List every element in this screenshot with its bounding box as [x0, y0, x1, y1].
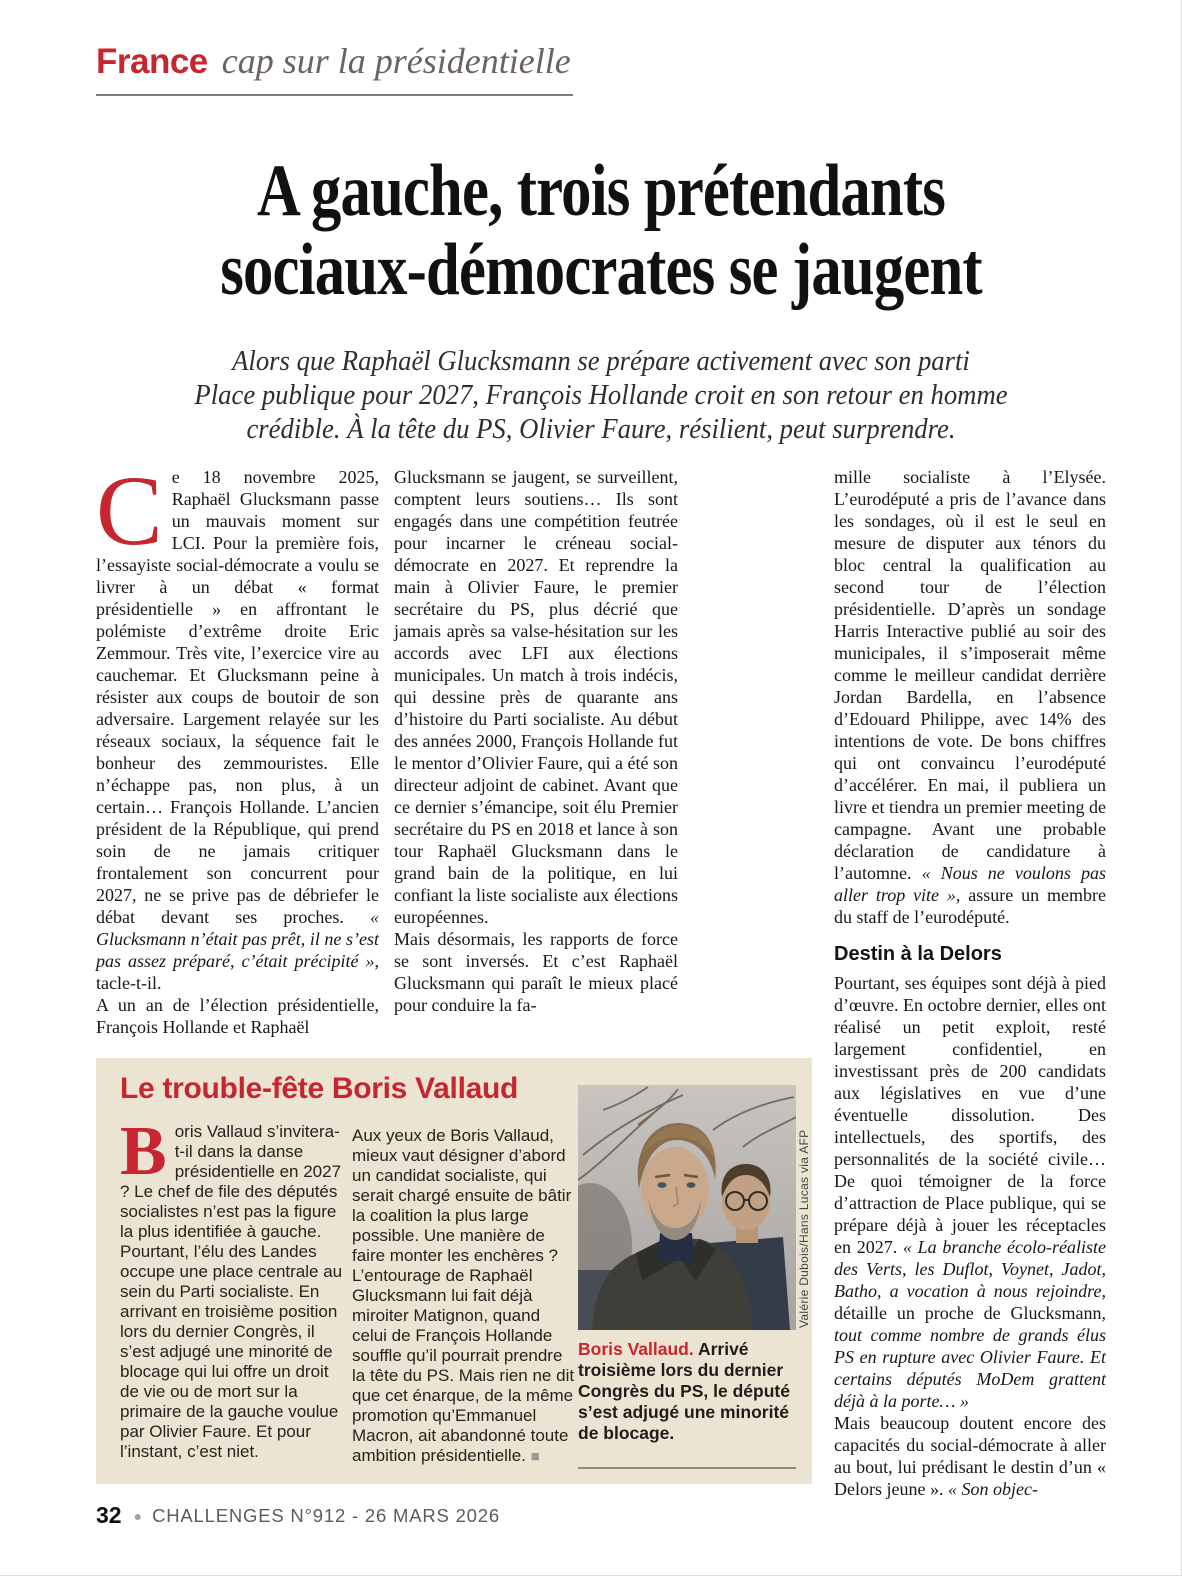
paragraph	[834, 972, 1106, 1412]
quote-text: « Nous ne voulons pas aller trop vite »	[834, 863, 1107, 905]
paragraph	[394, 466, 678, 928]
paragraph-text: oris Vallaud s’invitera-t-il dans la danse présidentielle en 2027 ? Le chef de file des députés socialistes n’est pas la figure la plus identifiée à gauche. Pourtant, l’élu des Landes occupe une place centrale au sein du Parti socialiste. En arrivant en troisième position lors du dernier Congrès, il s’est adjugé une minorité de blocage qui lui offre un droit de vie ou de mort sur la primaire de la gauche voulue par Olivier Faure. Et pour l’instant, c’est niet.	[120, 1122, 343, 1461]
paragraph-text: Aux yeux de Boris Vallaud, mieux vaut désigner d’abord un candidat socialiste, qui serait chargé ensuite de bâtir la coalition la plus large possible. Une manière de faire monter les enchères ? L’entourage de Raphaël Glucksmann lui fait déjà miroiter Matignon, quand celui de François Hollande souffle qu’il pourrait prendre la tête du PS. Mais rien ne dit que cet énarque, de la même promotion qu’Emmanuel Macron, ait abandonné toute ambition présidentielle.	[352, 1126, 575, 1465]
article-standfirst	[109, 344, 1093, 446]
sidebar-box-title: Le trouble-fête Boris Vallaud	[120, 1072, 519, 1105]
standfirst-line-3: crédible. À la tête du PS, Olivier Faure, résilient, peut surprendre.	[246, 413, 956, 445]
photo-caption-text: Arrivé troisième lors du dernier Congrès du PS, le député s’est adjugé une minorité de blocage.	[578, 1339, 790, 1443]
section-tagline: cap sur la présidentielle	[221, 41, 571, 81]
paragraph	[834, 1412, 1106, 1500]
paragraph-text: Mais désormais, les rapports de force se sont inversés. Et c’est Raphaël Glucksmann qui paraît le mieux placé pour conduire la fa-	[394, 929, 678, 1015]
paragraph	[352, 1126, 576, 1467]
paragraph-text: Mais beaucoup doutent encore des capacités du social-démocrate à aller au bout, lui prédisant le destin d’un « Delors jeune ».	[834, 1413, 1106, 1499]
sub-headline: Destin à la Delors	[834, 943, 1002, 965]
sidebar-column-1	[120, 1113, 344, 1462]
page-number: 32	[96, 1502, 122, 1528]
paragraph-text: Pourtant, ses équipes sont déjà à pied d’œuvre. En octobre dernier, elles ont réalisé un petit exploit, resté largement confidentiel, en investissant près de 200 candidats aux législatives en vue d’une éventuelle dissolution. Des intellectuels, des sportifs, des personnalités de la société civile… De quoi témoigner de la force d’attraction de Place publique, qui se prépare déjà à jouer les réceptacles en 2027.	[834, 973, 1106, 1257]
drop-cap: B	[120, 1113, 167, 1190]
body-column-1	[96, 455, 379, 1038]
photo-credit: Valérie Dubois/Hans Lucas via AFP	[797, 1129, 811, 1328]
standfirst-line-1: Alors que Raphaël Glucksmann se prépare activement avec son parti	[232, 345, 970, 377]
body-column-2	[394, 466, 678, 1016]
photo-caption	[578, 1339, 810, 1444]
end-of-article-marker: ■	[530, 1448, 540, 1465]
quote-text: « La branche écolo-réaliste des Verts, les Duflot, Voynet, Jadot, Batho, a vocation à nous rejoindre	[834, 1237, 1106, 1301]
sidebar-box	[96, 1058, 812, 1484]
paragraph-text: , tacle-t-il.	[96, 951, 379, 993]
caption-rule	[578, 1467, 796, 1469]
paragraph	[834, 466, 1106, 928]
paragraph-text: mille socialiste à l’Elysée. L’eurodéputé a pris de l’avance dans les sondages, où il est le seul en mesure de disputer aux ténors du bloc central la qualification au second tour de l’élection présidentielle. D’après un sondage Harris Interactive publié au soir des municipales, il s’imposerait même comme le meilleur candidat derrière Jordan Bardella, en l’absence d’Edouard Philippe, avec 14% des intentions de vote. De bons chiffres qui ont convaincu l’eurodéputé d’accélérer. En mai, il publiera un livre et tiendra un premier meeting de campagne. Avant une probable déclaration de candidature à l’automne.	[834, 467, 1106, 883]
paragraph	[96, 455, 379, 994]
issue-info: CHALLENGES N°912 - 26 MARS 2026	[152, 1504, 500, 1526]
article-headline	[187, 152, 1015, 310]
standfirst-line-2: Place publique pour 2027, François Hollande croit en son retour en homme	[194, 379, 1008, 411]
photo-caption-lead: Boris Vallaud.	[578, 1339, 694, 1359]
quote-text: « Glucksmann n’était pas prêt, il ne s’est pas assez préparé, c’était précipité »	[96, 907, 379, 971]
paragraph	[120, 1113, 344, 1462]
quote-text: tout comme nombre de grands élus PS en rupture avec Olivier Faure. Et certains députés MoDem grattent déjà à la porte… »	[834, 1325, 1106, 1411]
paragraph-text: , assure un membre du staff de l’eurodéputé.	[834, 885, 1106, 927]
section-label: France	[96, 42, 208, 81]
section-header	[96, 40, 576, 82]
body-column-3	[834, 466, 1106, 1500]
paragraph-text: , détaille un proche de Glucksmann,	[834, 1281, 1106, 1323]
headline-line-2: sociaux-démocrates se jaugent	[220, 229, 982, 311]
paragraph-text: A un an de l’élection présidentielle, François Hollande et Raphaël	[96, 995, 379, 1037]
drop-cap: C	[96, 455, 163, 566]
section-rule	[96, 94, 573, 96]
paragraph	[96, 994, 379, 1038]
headline-line-1: A gauche, trois prétendants	[256, 150, 946, 232]
footer-bullet-icon: ●	[133, 1507, 143, 1524]
paragraph	[394, 928, 678, 1016]
sidebar-column-2	[352, 1126, 576, 1467]
page-footer	[96, 1502, 500, 1529]
boris-vallaud-photo	[578, 1085, 796, 1330]
paragraph-text: Glucksmann se jaugent, se surveillent, comptent leurs soutiens… Ils sont engagés dans une compétition feutrée pour incarner le créneau social-démocrate en 2027. Et reprendre la main à Olivier Faure, le premier secrétaire du PS, plus décrié que jamais après sa valse-hésitation sur les accords avec LFI aux élections municipales. Un match à trois indécis, qui dessine près de quarante ans d’histoire du Parti socialiste. Au début des années 2000, François Hollande fut le mentor d’Olivier Faure, qui a été son directeur adjoint de cabinet. Avant que ce dernier s’émancipe, soit élu Premier secrétaire du PS en 2018 et lance à son tour Raphaël Glucksmann dans le grand bain de la politique, en lui confiant la liste socialiste aux élections européennes.	[394, 467, 678, 927]
paragraph-text: e 18 novembre 2025, Raphaël Glucksmann passe un mauvais moment sur LCI. Pour la première fois, l’essayiste social-démocrate a voulu se livrer à un débat « format présidentielle » en affrontant le polémiste d’extrême droite Eric Zemmour. Très vite, l’exercice vire au cauchemar. Et Glucksmann peine à résister aux coups de boutoir de son adversaire. Largement relayée sur les réseaux sociaux, la séquence fait le bonheur des zemmouristes. Elle n’échappe pas, non plus, à un certain… François Hollande. L’ancien président de la République, qui prend soin de ne jamais critiquer frontalement son concurrent pour 2027, ne se prive pas de débriefer le débat devant ses proches.	[96, 467, 379, 927]
quote-text: « Son objec-	[947, 1479, 1038, 1499]
